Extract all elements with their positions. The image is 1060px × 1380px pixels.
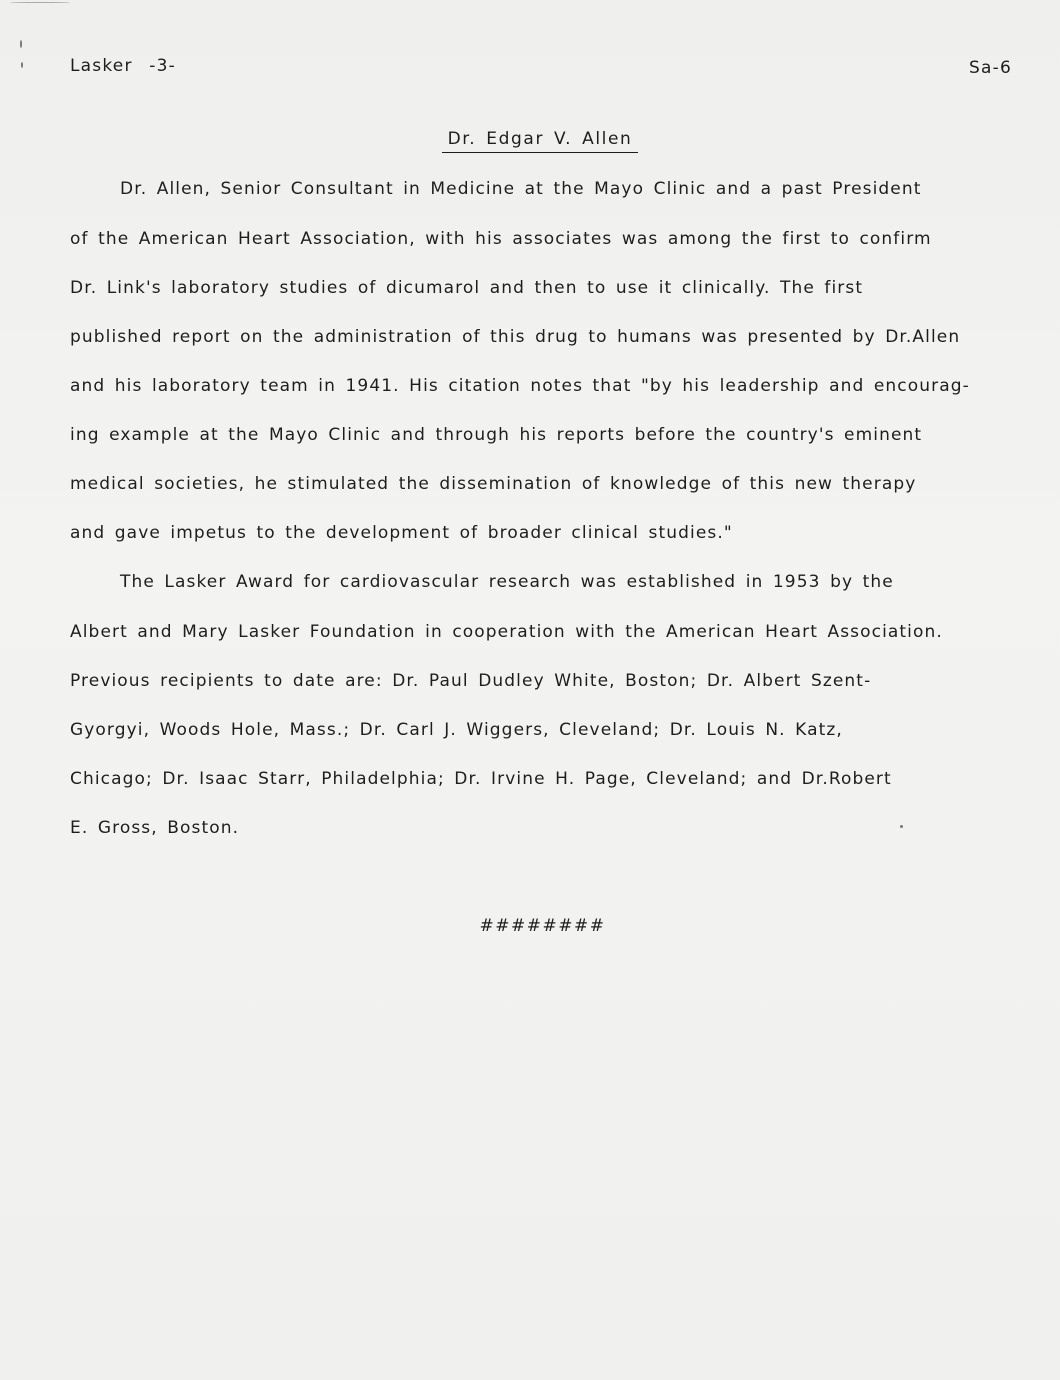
paragraph-2-line: Gyorgyi, Woods Hole, Mass.; Dr. Carl J. Wiggers, Cleveland; Dr. Louis N. Katz, xyxy=(70,720,843,740)
paper-speck xyxy=(20,40,22,48)
page-title-text: Dr. Edgar V. Allen xyxy=(442,129,639,153)
paper-speck xyxy=(10,2,70,3)
paragraph-1-line: published report on the administration of this drug to humans was presented by Dr.Allen xyxy=(70,327,961,347)
paper-speck xyxy=(900,825,903,828)
page-header-left: Lasker -3- xyxy=(70,56,176,76)
paragraph-1-line: and his laboratory team in 1941. His citation notes that "by his leadership and encourag- xyxy=(70,376,970,396)
paragraph-1-line: Dr. Allen, Senior Consultant in Medicine at the Mayo Clinic and a past President xyxy=(120,179,922,199)
paragraph-2-line: The Lasker Award for cardiovascular research was established in 1953 by the xyxy=(120,572,894,592)
end-of-document-mark: ######## xyxy=(479,916,606,936)
paragraph-2-line: E. Gross, Boston. xyxy=(70,818,240,838)
paragraph-1-line: of the American Heart Association, with his associates was among the first to confirm xyxy=(70,229,932,249)
paragraph-2-line: Albert and Mary Lasker Foundation in cooperation with the American Heart Association. xyxy=(70,622,943,642)
page-header-right: Sa-6 xyxy=(969,58,1012,78)
paper-speck xyxy=(21,62,23,68)
paragraph-2-line: Previous recipients to date are: Dr. Paul Dudley White, Boston; Dr. Albert Szent- xyxy=(70,671,872,691)
paragraph-1-line: ing example at the Mayo Clinic and through his reports before the country's eminent xyxy=(70,425,923,445)
paragraph-1-line: medical societies, he stimulated the dissemination of knowledge of this new therapy xyxy=(70,474,917,494)
paragraph-1-line: Dr. Link's laboratory studies of dicumarol and then to use it clinically. The first xyxy=(70,278,864,298)
paragraph-2-line: Chicago; Dr. Isaac Starr, Philadelphia; Dr. Irvine H. Page, Cleveland; and Dr.Robert xyxy=(70,769,892,789)
paragraph-1-line: and gave impetus to the development of broader clinical studies." xyxy=(70,523,733,543)
page-title xyxy=(0,129,1060,149)
